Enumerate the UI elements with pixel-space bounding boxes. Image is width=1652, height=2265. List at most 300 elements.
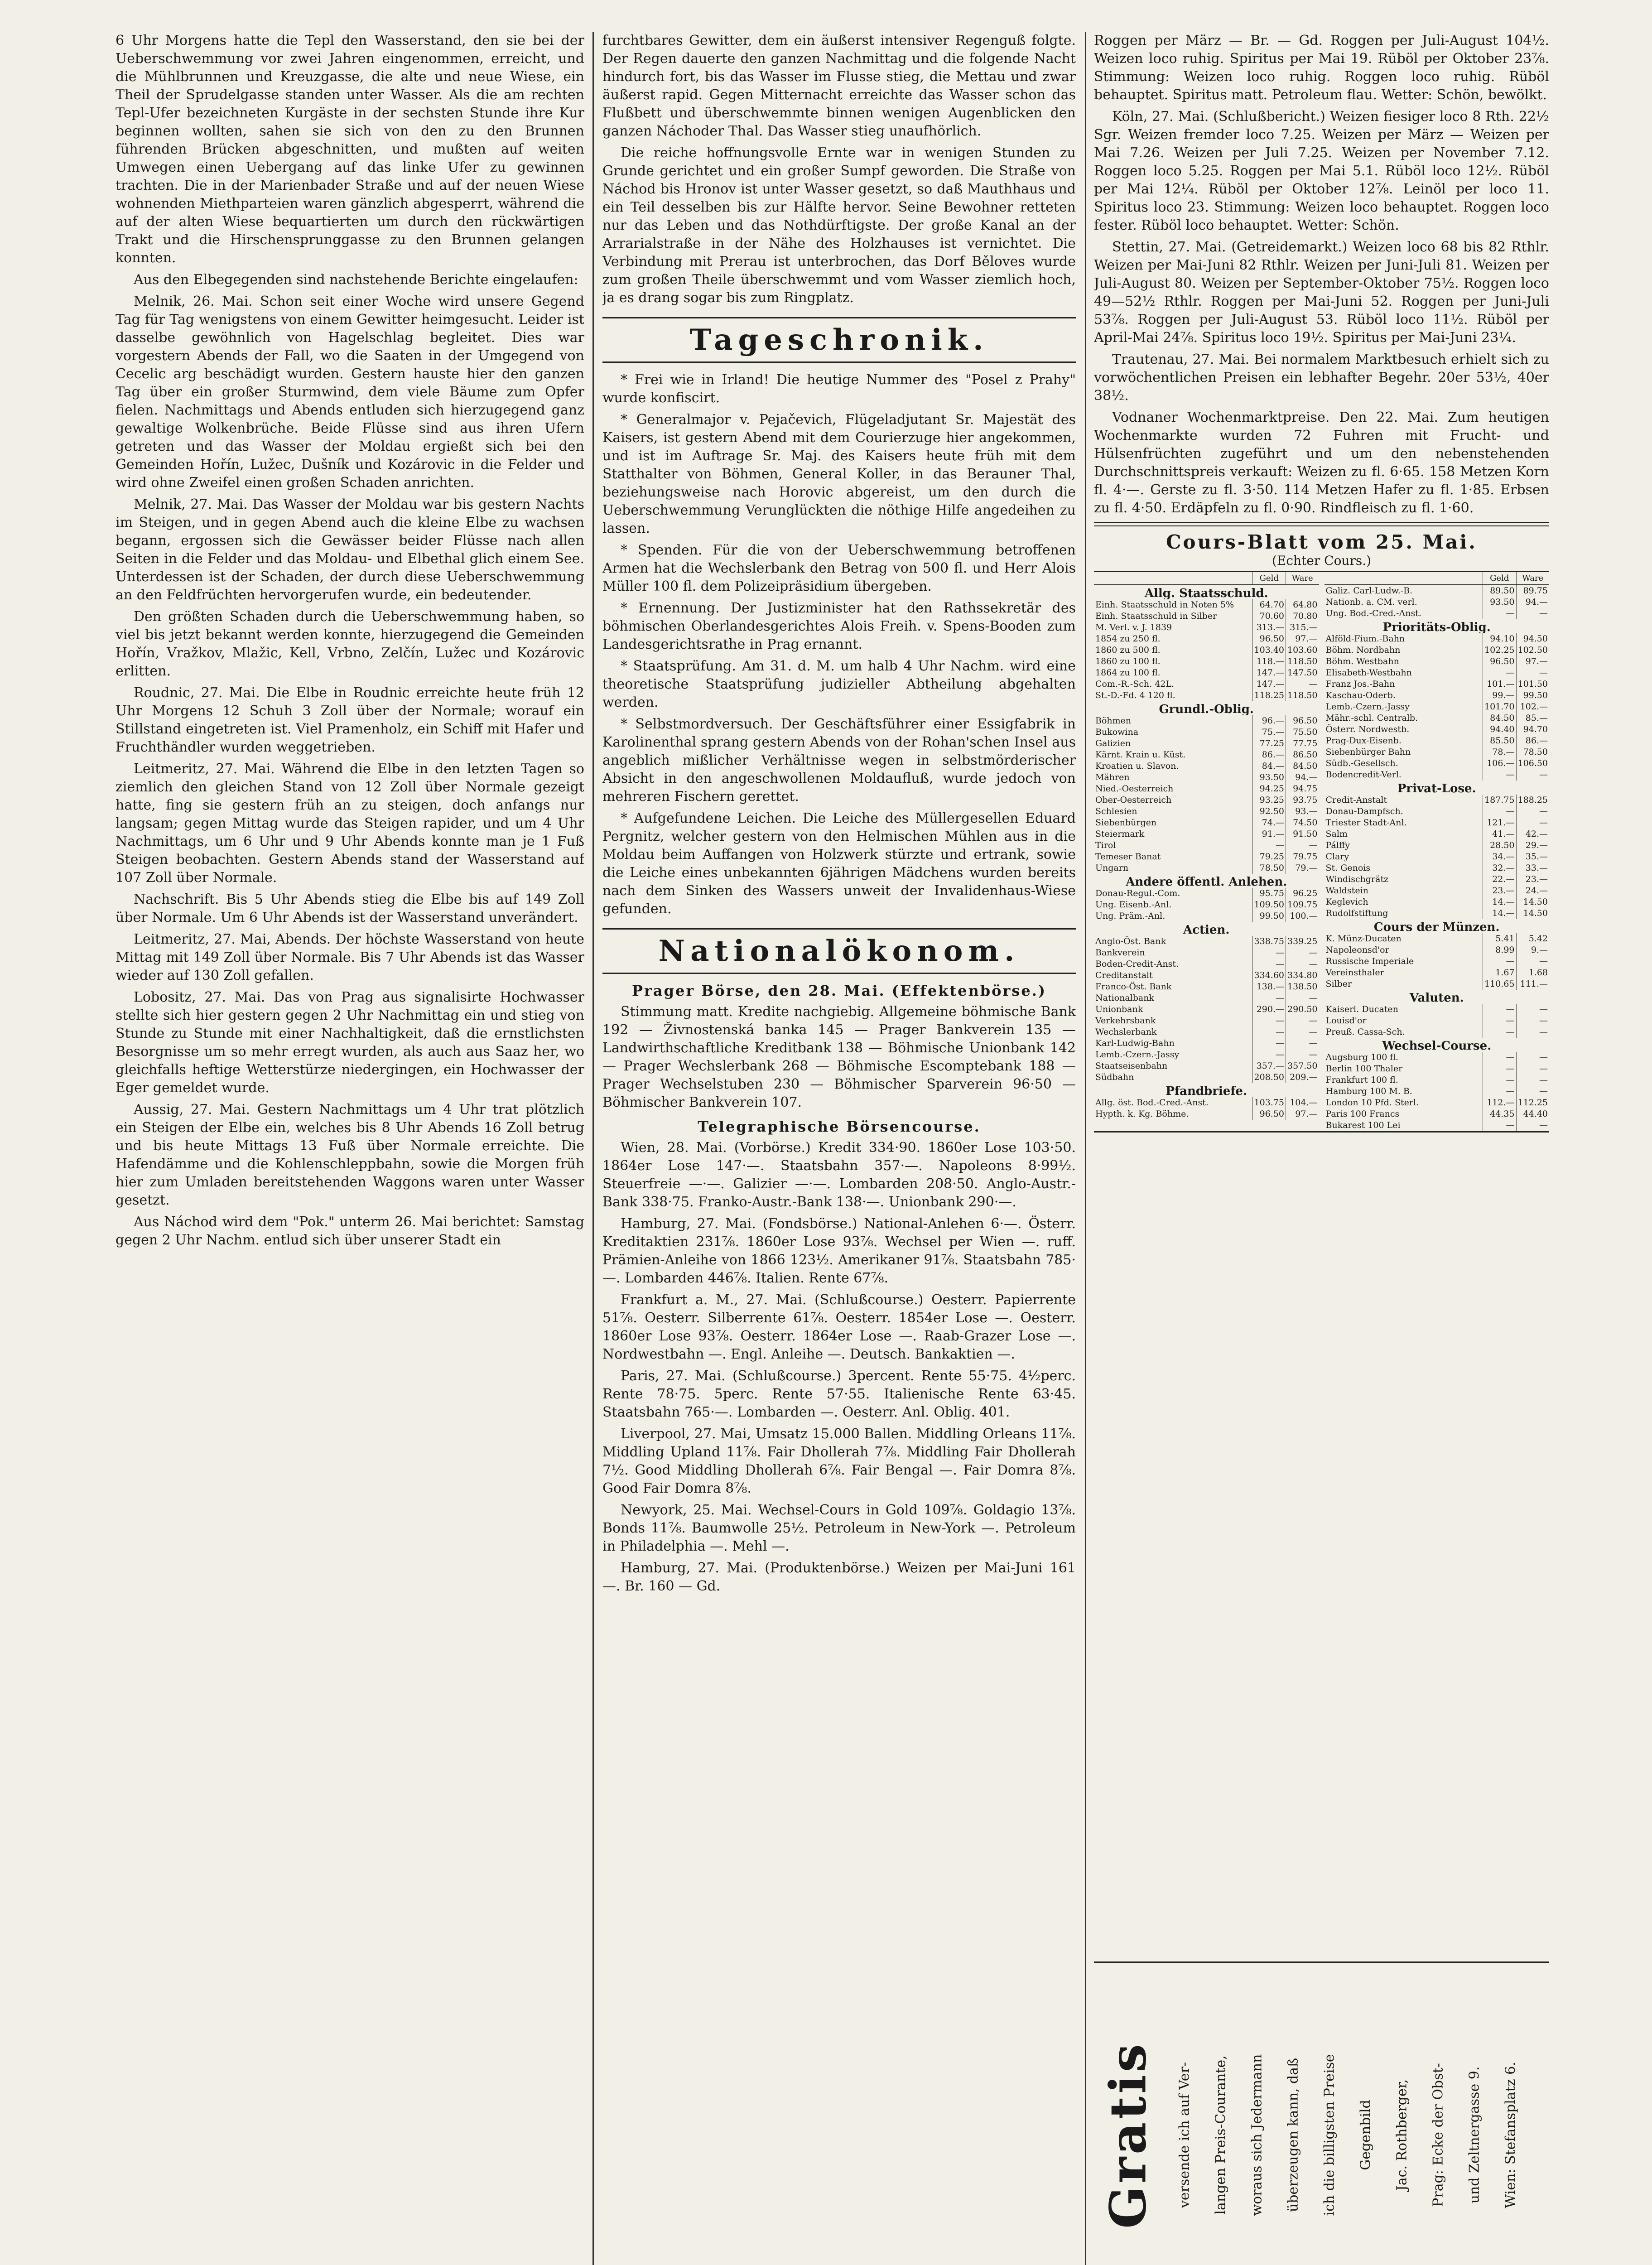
ware-value: — — [1286, 1038, 1319, 1049]
table-row — [1324, 945, 1550, 956]
table-row — [1094, 690, 1319, 701]
column-1 — [116, 32, 584, 2265]
ware-value: — — [1286, 1049, 1319, 1060]
market-paragraph: Hamburg, 27. Mai. (Fondsbörse.) National-Anlehen 6·—. Österr. Kreditaktien 231⅞. 1860er Lose 93⅞. Wechsel per Wien —. ruff. Prämien-Anleihe von 1866 123½. Amerikaner 91⅞. Staatsbahn 785·—. Lombarden 446⅞. Italien. Rente 67⅞. — [602, 1216, 1076, 1286]
table-row — [1324, 679, 1550, 690]
table-row — [1324, 735, 1550, 747]
security-name: Böhm. Nordbahn — [1325, 645, 1401, 655]
table-row — [1094, 817, 1319, 829]
table-row — [1324, 896, 1550, 908]
table-row — [1324, 908, 1550, 919]
ware-value: 35.— — [1516, 851, 1549, 863]
security-name: Einh. Staatsschuld in Noten 5% — [1095, 600, 1234, 610]
market-paragraph: Hamburg, 27. Mai. (Produktenbörse.) Weizen per Mai-Juni 161 —. Br. 160 — Gd. — [602, 1560, 1076, 1594]
article-paragraph: Melnik, 27. Mai. Das Wasser der Moldau war bis gestern Nachts im Steigen, und in gegen Abend auch die kleine Elbe zu wachsen begann, ergossen sich die Gewässer beider Flüsse nach allen Seiten in die Felder und das Moldau- und Elbethal glich einem See. Unterdessen ist der Schaden, der durch diese Ueberschwemmung an den Feldfrüchten hervorgerufen wurde, ein bedeutender. — [116, 496, 584, 603]
geld-value: 208.50 — [1252, 1072, 1286, 1083]
ware-value: — — [1516, 1063, 1549, 1075]
geld-value: — — [1483, 1004, 1516, 1015]
security-name: Vereinsthaler — [1325, 968, 1384, 978]
security-name: Österr. Nordwestb. — [1325, 724, 1410, 734]
article-paragraph: Melnik, 26. Mai. Schon seit einer Woche wird unsere Gegend Tag für Tag wenigstens von einem Gewitter heimgesucht. Leider ist dasselbe gewöhnlich von Hagelschlag begleitet. Dies war vorgestern Abends der Fall, wo die Saaten in der Umgegend von Cecelic arg beschädigt wurden. Gestern hauste hier den ganzen Tag über ein großer Sturmwind, dem viele Bäume zum Opfer fielen. Nachmittags und Abends entluden sich hierzugegend ganz gewaltige Wolkenbrüche. Beide Flüsse sind aus ihren Ufern getreten und das Wasser der Moldau ergießt sich bei den Gemeinden Hořín, Lužec, Dušník und Kozárovic in die Felder und wird ohne Zweifel einen großen Schaden anrichten. — [116, 294, 584, 491]
gratis-ad-line — [1497, 1972, 1524, 2265]
ware-value: 101.50 — [1516, 679, 1549, 690]
security-name: Augsburg 100 fl. — [1325, 1052, 1399, 1062]
geld-value: 89.50 — [1483, 585, 1516, 597]
cours-table-right — [1324, 572, 1550, 1131]
col-header-name — [1094, 572, 1252, 585]
geld-value: — — [1252, 959, 1286, 970]
group-label: Valuten. — [1409, 991, 1464, 1004]
geld-value: 103.40 — [1252, 645, 1286, 656]
geld-value: 34.— — [1483, 851, 1516, 863]
ware-value: 97.— — [1516, 656, 1549, 667]
ware-value: 111.— — [1516, 978, 1549, 990]
gratis-ad-line-text: Gegenbild — [1358, 2100, 1374, 2170]
ware-value: — — [1286, 679, 1319, 690]
ware-value: 103.60 — [1286, 645, 1319, 656]
table-row — [1094, 645, 1319, 656]
ware-value: — — [1516, 956, 1549, 967]
table-row — [1094, 622, 1319, 633]
security-name: Alföld-Fium.-Bahn — [1325, 634, 1405, 644]
geld-value: 110.65 — [1483, 978, 1516, 990]
security-name: Ung. Präm.-Anl. — [1095, 911, 1166, 921]
table-row — [1094, 1060, 1319, 1072]
market-paragraph: Trautenau, 27. Mai. Bei normalem Marktbesuch erhielt sich zu vorwöchentlichen Preisen ein lebhafter Begehr. 20er 53½, 40er 38½. — [1094, 352, 1549, 404]
subheading-telegraph: Telegraphische Börsencourse. — [698, 1118, 981, 1135]
security-name: Nied.-Oesterreich — [1095, 784, 1174, 794]
geld-value: 44.35 — [1483, 1108, 1516, 1120]
table-group-heading — [1094, 922, 1319, 936]
cours-blatt-title: Cours-Blatt vom 25. Mai. — [1166, 531, 1477, 553]
ware-value: 109.75 — [1286, 899, 1319, 911]
col-header-ware: Ware — [1286, 572, 1319, 585]
security-name: 1860 zu 100 fl. — [1095, 656, 1161, 666]
table-row — [1094, 981, 1319, 993]
cours-table-left — [1094, 572, 1319, 1131]
gratis-word — [1094, 1981, 1162, 2265]
gratis-ad-line — [1352, 1972, 1379, 2265]
article-paragraph: Lobositz, 27. Mai. Das von Prag aus signalisirte Hochwasser stellte sich hier gestern gegen 2 Uhr Nachmittag ein und stieg von Stunde zu Stunde mit einer Nachhaltigkeit, daß die ernstlichsten Besorgnisse um so mehr erregt wurden, als auch aus Saaz her, wo gleichfalls heftige Wetterstürze niedergingen, ein Hochwasser der Eger gemeldet wurde. — [116, 989, 584, 1096]
table-row — [1094, 911, 1319, 922]
security-name: Kärnt. Krain u. Küst. — [1095, 750, 1186, 760]
table-row — [1324, 701, 1550, 713]
security-name: Wechslerbank — [1095, 1027, 1157, 1037]
ware-value: 93.— — [1286, 806, 1319, 817]
security-name: Clary — [1325, 852, 1349, 862]
security-name: Credit-Anstalt — [1325, 795, 1387, 805]
article-paragraph: Roudnic, 27. Mai. Die Elbe in Roudnic erreichte heute früh 12 Uhr Morgens 12 Schuh 3 Zoll über der Normale; worauf ein Stillstand eingetreten ist. Viel Pramenholz, ein Schiff mit Hafer und Fruchthändler wurden weggetrieben. — [116, 685, 584, 755]
security-name: 1864 zu 100 fl. — [1095, 668, 1161, 678]
security-name: Preuß. Cassa-Sch. — [1325, 1027, 1405, 1037]
ware-value: 97.— — [1286, 1108, 1319, 1120]
ware-value: 93.75 — [1286, 795, 1319, 806]
geld-value: 5.41 — [1483, 933, 1516, 945]
article-paragraph: Leitmeritz, 27. Mai. Während die Elbe in den letzten Tagen so ziemlich den gleichen Stand von 12 Zoll über Normale gezeigt hatte, fing sie gestern früh an zu steigen, doch anfangs nur langsam; gegen Mittag wurde das Steigen rapider, und um 4 Uhr Nachmittags, um 6 Uhr und 9 Uhr Abends konnte man je 1 Fuß Steigen beobachten. Gestern Abends stand der Wasserstand auf 107 Zoll über Normale. — [116, 761, 584, 886]
table-row — [1324, 829, 1550, 840]
geld-value: 94.25 — [1252, 783, 1286, 795]
ware-value: 44.40 — [1516, 1108, 1549, 1120]
geld-value: 93.25 — [1252, 795, 1286, 806]
table-row — [1094, 761, 1319, 772]
security-name: Donau-Dampfsch. — [1325, 806, 1403, 816]
table-row — [1094, 599, 1319, 611]
geld-value: 84.50 — [1483, 713, 1516, 724]
gratis-ad-line-text: Prag: Ecke der Obst- — [1430, 2063, 1446, 2207]
ware-value: — — [1516, 817, 1549, 829]
security-name: Allg. öst. Bod.-Cred.-Anst. — [1095, 1098, 1209, 1108]
table-row — [1094, 888, 1319, 899]
section-title-nationaloekonom: Nationalökonom. — [602, 928, 1076, 974]
gratis-ad-line-text: und Zeltnergasse 9. — [1466, 2066, 1483, 2204]
ware-value: — — [1516, 667, 1549, 679]
table-group-heading — [1094, 701, 1319, 715]
ware-value: 96.50 — [1286, 715, 1319, 727]
table-row — [1324, 747, 1550, 758]
ware-value: — — [1516, 1004, 1549, 1015]
table-row — [1324, 1097, 1550, 1108]
ware-value: — — [1286, 947, 1319, 959]
table-row — [1324, 885, 1550, 896]
gratis-ad-line-text: langen Preis-Courante, — [1213, 2055, 1229, 2215]
table-row — [1324, 656, 1550, 667]
security-name: Lemb.-Czern.-Jassy — [1095, 1050, 1180, 1060]
security-name: Berlin 100 Thaler — [1325, 1064, 1403, 1074]
table-row — [1094, 738, 1319, 749]
market-paragraph: Köln, 27. Mai. (Schlußbericht.) Weizen fiesiger loco 8 Rth. 22½ Sgr. Weizen fremder loco 7.25. Weizen per März — Weizen per Mai 7.26. Weizen per Juli 7.25. Weizen per November 7.12. Roggen loco 5.25. Roggen per Mai 5.1. Rüböl loco 12½. Rüböl per Mai 12¼. Rüböl per Oktober 12⅞. Leinöl per loco 11. Spiritus loco 23. Stimmung: Weizen loco behauptet. Roggen loco fester. Rüböl loco behauptet. Wetter: Schön. — [1094, 109, 1549, 233]
geld-value: — — [1483, 1120, 1516, 1131]
geld-value: — — [1252, 840, 1286, 851]
ware-value: 29.— — [1516, 840, 1549, 851]
security-name: Elisabeth-Westbahn — [1325, 668, 1412, 678]
ware-value: 91.50 — [1286, 829, 1319, 840]
gratis-ad-line — [1207, 1972, 1234, 2265]
table-row — [1324, 840, 1550, 851]
geld-value: 118.25 — [1252, 690, 1286, 701]
table-row — [1094, 783, 1319, 795]
geld-value: — — [1483, 1015, 1516, 1026]
table-row — [1094, 1015, 1319, 1026]
geld-value: 78.— — [1483, 747, 1516, 758]
gratis-ad-line-text: ich die billigsten Preise — [1321, 2054, 1338, 2216]
ware-value: 94.— — [1516, 597, 1549, 608]
security-name: Napoleonsd'or — [1325, 945, 1389, 955]
security-name: Galiz. Carl-Ludw.-B. — [1325, 586, 1413, 596]
table-row — [1324, 758, 1550, 769]
security-name: Lemb.-Czern.-Jassy — [1325, 702, 1410, 712]
security-name: Anglo-Öst. Bank — [1095, 936, 1166, 946]
ware-value: 14.50 — [1516, 896, 1549, 908]
ware-value: 96.25 — [1286, 888, 1319, 899]
geld-value: 93.50 — [1483, 597, 1516, 608]
security-name: Mähr.-schl. Centralb. — [1325, 713, 1418, 723]
market-paragraph: Frankfurt a. M., 27. Mai. (Schlußcourse.) Oesterr. Papierrente 51⅞. Oesterr. Silberrente 61⅞. Oesterr. 1854er Lose —. Oesterr. 1860er Lose 93⅞. Oesterr. 1864er Lose —. Raab-Grazer Lose —. Nordwestbahn —. Engl. Anleihe —. Deutsch. Bankaktien —. — [602, 1292, 1076, 1362]
geld-value: 77.25 — [1252, 738, 1286, 749]
geld-value: 22.— — [1483, 874, 1516, 885]
security-name: Kaiserl. Ducaten — [1325, 1004, 1398, 1014]
ware-value: — — [1516, 1052, 1549, 1063]
geld-value: 138.— — [1252, 981, 1286, 993]
subheading-prager-boerse: Prager Börse, den 28. Mai. (Effektenbörse.) — [631, 982, 1047, 999]
news-item: * Selbstmordversuch. Der Geschäftsführer einer Essigfabrik in Karolinenthal sprang gestern Abends von der Rohan'schen Insel aus angeblich mißlicher Verhältnisse wegen in selbstmörderischer Absicht in den angeschwollenen Moldaufluß, wurde jedoch von mehreren Fischern gerettet. — [602, 716, 1076, 805]
security-name: Kroatien u. Slavon. — [1095, 761, 1179, 771]
geld-value: — — [1483, 1026, 1516, 1038]
geld-value: 118.— — [1252, 656, 1286, 667]
geld-value: 14.— — [1483, 908, 1516, 919]
ware-value: 9.— — [1516, 945, 1549, 956]
table-row — [1094, 851, 1319, 863]
security-name: Kaschau-Oderb. — [1325, 690, 1396, 700]
table-row — [1094, 1004, 1319, 1015]
security-name: Schlesien — [1095, 806, 1137, 816]
security-name: St. Genois — [1325, 863, 1371, 873]
column-divider — [1085, 32, 1086, 2265]
article-paragraph: 6 Uhr Morgens hatte die Tepl den Wasserstand, den sie bei der Ueberschwemmung vor zwei Jahren eingenommen, erreicht, und die Mühlbrunnen und Kreuzgasse, die alte und neue Wiese, ein Theil der Sprudelgasse standen unter Wasser. Als die am rechten Tepl-Ufer bezeichneten Kurgäste in der sechsten Stunde ihre Kur beginnen wollten, sahen sie sich von den zu den Brunnen führenden Brücken abgeschnitten, und mußten auf weiten Umwegen einen Uebergang auf das linke Ufer zu gewinnen trachten. Die in der Marienbader Straße und auf der neuen Wiese wohnenden Miethparteien waren gänzlich abgesperrt, während die auf der alten Wiese bequartierten um durch den rückwärtigen Trakt und die Hirschensprunggasse zu den Brunnen gelangen konnten. — [116, 33, 584, 266]
geld-value: 28.50 — [1483, 840, 1516, 851]
table-row — [1324, 1015, 1550, 1026]
ware-value: 23.— — [1516, 874, 1549, 885]
geld-value: — — [1252, 1015, 1286, 1026]
geld-value: 96.50 — [1252, 1108, 1286, 1120]
ware-value: — — [1516, 1086, 1549, 1097]
table-row — [1094, 970, 1319, 981]
table-row — [1094, 1038, 1319, 1049]
geld-value: 91.— — [1252, 829, 1286, 840]
ware-value: 86.— — [1516, 735, 1549, 747]
security-name: Steiermark — [1095, 829, 1145, 839]
table-row — [1324, 645, 1550, 656]
table-row — [1324, 874, 1550, 885]
table-row — [1324, 769, 1550, 781]
security-name: Staatseisenbahn — [1095, 1061, 1168, 1071]
gratis-ad-line — [1243, 1972, 1271, 2265]
geld-value: 106.— — [1483, 758, 1516, 769]
geld-value: 112.— — [1483, 1097, 1516, 1108]
article-paragraph: Aus Náchod wird dem "Pok." unterm 26. Mai berichtet: Samstag gegen 2 Uhr Nachm. entlud sich über unserer Stadt ein — [116, 1214, 584, 1248]
newspaper-page — [116, 32, 1549, 2265]
gratis-ad-line-text: Jac. Rothberger, — [1394, 2079, 1410, 2191]
geld-value: 79.25 — [1252, 851, 1286, 863]
geld-value: 64.70 — [1252, 599, 1286, 611]
security-name: 1860 zu 500 fl. — [1095, 645, 1161, 655]
table-row — [1324, 933, 1550, 945]
geld-value: 101.70 — [1483, 701, 1516, 713]
group-label: Wechsel-Course. — [1382, 1039, 1492, 1052]
security-name: Galizien — [1095, 738, 1131, 748]
table-row — [1094, 899, 1319, 911]
gratis-ad-line — [1316, 1972, 1343, 2265]
security-name: Waldstein — [1325, 886, 1368, 896]
security-name: Siebenbürger Bahn — [1325, 747, 1411, 757]
table-row — [1094, 749, 1319, 761]
ware-value: — — [1286, 1015, 1319, 1026]
news-item: * Ernennung. Der Justizminister hat den Rathssekretär des böhmischen Oberlandesgerichtes Alois Freih. v. Spens-Booden zum Landesgerichtsrathe in Prag ernannt. — [602, 600, 1076, 652]
security-name: Pálffy — [1325, 840, 1350, 850]
security-name: Einh. Staatsschuld in Silber — [1095, 611, 1217, 621]
geld-value: — — [1483, 1086, 1516, 1097]
security-name: Franz Jos.-Bahn — [1325, 679, 1395, 689]
cours-blatt-subtitle: (Echter Cours.) — [1272, 553, 1372, 568]
table-row — [1094, 727, 1319, 738]
ware-value: 102.— — [1516, 701, 1549, 713]
article-paragraph: Aussig, 27. Mai. Gestern Nachmittags um 4 Uhr trat plötzlich ein Steigen der Elbe ein, welches bis 8 Uhr Abends 16 Zoll betrug und bis heute Mittags 13 Fuß über Normale erreichte. Die Hafendämme und die Kohlenschleppbahn, sowie die Morgen früh hier zum Umladen bereitstehenden Waggons waren unter Wasser gesetzt. — [116, 1102, 584, 1208]
ware-value: — — [1516, 769, 1549, 781]
geld-value: 85.50 — [1483, 735, 1516, 747]
geld-value: 23.— — [1483, 885, 1516, 896]
ware-value: — — [1516, 608, 1549, 619]
table-group-heading — [1324, 919, 1550, 933]
geld-value: 96.— — [1252, 715, 1286, 727]
geld-value: 109.50 — [1252, 899, 1286, 911]
ware-value: 70.80 — [1286, 611, 1319, 622]
ware-value: 64.80 — [1286, 599, 1319, 611]
ware-value: — — [1286, 959, 1319, 970]
ware-value: 85.— — [1516, 713, 1549, 724]
table-row — [1094, 772, 1319, 783]
group-label: Pfandbriefe. — [1166, 1084, 1247, 1097]
table-row — [1324, 585, 1550, 597]
geld-value: 86.— — [1252, 749, 1286, 761]
article-paragraph: furchtbares Gewitter, dem ein äußerst intensiver Regenguß folgte. Der Regen dauerte den ganzen Nachmittag und die folgende Nacht hindurch fort, bis das Wasser im Flusse stieg, die Mettau und zwar äußerst rapid. Gegen Mitternacht erreichte das Wasser schon das Flußbett und überschwemmte binnen wenigen Augenblicken den ganzen Náchoder Thal. Das Wasser stieg unaufhörlich. — [602, 33, 1076, 139]
table-row — [1324, 806, 1550, 817]
market-paragraph: Liverpool, 27. Mai, Umsatz 15.000 Ballen. Middling Orleans 11⅞. Middling Upland 11⅞. Fair Dhollerah 7⅞. Middling Fair Dhollerah 7½. Good Middling Dhollerah 6⅞. Fair Bengal —. Fair Domra 8⅞. Good Fair Domra 8⅞. — [602, 1426, 1076, 1496]
geld-value: — — [1252, 993, 1286, 1004]
table-row — [1094, 959, 1319, 970]
security-name: London 10 Pfd. Sterl. — [1325, 1098, 1419, 1108]
geld-value: 187.75 — [1483, 795, 1516, 806]
market-paragraph: Vodnaner Wochenmarktpreise. Den 22. Mai. Zum heutigen Wochenmarkte wurden 72 Fuhren mit Frucht- und Hülsenfrüchten zugeführt und um den nebenstehenden Durchschnittspreis verkauft: Weizen zu fl. 6·65. 158 Metzen Korn fl. 4·—. Gerste zu fl. 3·50. 114 Metzen Hafer zu fl. 1·85. Erbsen zu fl. 4·50. Erdäpfeln zu fl. 0·90. Rindfleisch zu fl. 1·60. — [1094, 410, 1549, 516]
security-name: Karl-Ludwig-Bahn — [1095, 1038, 1175, 1048]
table-row — [1094, 936, 1319, 947]
geld-value: 334.60 — [1252, 970, 1286, 981]
geld-value: — — [1483, 1063, 1516, 1075]
gratis-advertisement — [1094, 1961, 1549, 2265]
table-row — [1324, 1026, 1550, 1038]
ware-value: — — [1286, 1026, 1319, 1038]
group-label: Privat-Lose. — [1397, 782, 1476, 795]
geld-value: 357.— — [1252, 1060, 1286, 1072]
ware-value: 97.— — [1286, 633, 1319, 645]
ware-value: 94.75 — [1286, 783, 1319, 795]
gratis-ad-line — [1171, 1972, 1198, 2265]
security-name: Rudolfstiftung — [1325, 908, 1388, 918]
table-row — [1094, 863, 1319, 874]
group-label: Andere öffentl. Anlehen. — [1126, 875, 1287, 888]
table-group-heading — [1324, 990, 1550, 1004]
table-row — [1324, 967, 1550, 978]
market-paragraph: Roggen per März — Br. — Gd. Roggen per Juli-August 104½. Weizen loco ruhig. Spiritus per Mai 19. Rüböl per Oktober 23⅞. Stimmung: Weizen loco ruhig. Roggen loco ruhig. Rüböl behauptet. Spiritus matt. Petroleum flau. Wetter: Schön, bewölkt. — [1094, 33, 1549, 103]
gratis-ad-line — [1425, 1972, 1452, 2265]
geld-value: 96.50 — [1252, 633, 1286, 645]
news-item: * Staatsprüfung. Am 31. d. M. um halb 4 Uhr Nachm. wird eine theoretische Staatsprüfung judizieller Abtheilung abgehalten werden. — [602, 658, 1076, 710]
market-paragraph: Stettin, 27. Mai. (Getreidemarkt.) Weizen loco 68 bis 82 Rthlr. Weizen per Mai-Juni 82 Rthlr. Weizen per Juni-Juli 81. Weizen per Juli-August 80. Weizen per September-Oktober 75½. Roggen loco 49—52½ Rthlr. Roggen per Mai-Juni 52. Roggen per Juni-Juli 53⅞. Roggen per Juli-August 53. Rüböl loco 11½. Rüböl per April-Mai 24⅞. Spiritus loco 19½. Spiritus per Mai-Juni 23¼. — [1094, 239, 1549, 346]
security-name: Louisd'or — [1325, 1016, 1367, 1026]
security-name: M. Verl. v. J. 1839 — [1095, 622, 1172, 632]
double-rule — [1094, 522, 1549, 526]
ware-value: 339.25 — [1286, 936, 1319, 947]
group-label: Prioritäts-Oblig. — [1382, 621, 1491, 633]
geld-value: 103.75 — [1252, 1097, 1286, 1108]
market-paragraph: Stimmung matt. Kredite nachgiebig. Allgemeine böhmische Bank 192 — Živnostenská banka 145 — Prager Bankverein 135 — Landwirthschaftliche Kreditbank 138 — Böhmische Unionbank 142 — Prager Wechslerbank 268 — Böhmische Escomptebank 188 — Prager Wechselstuben 230 — Böhmischer Sparverein 96·50 — Böhmischer Bankverein 107. — [602, 1004, 1076, 1110]
ware-value: 79.75 — [1286, 851, 1319, 863]
article-paragraph: Nachschrift. Bis 5 Uhr Abends stieg die Elbe bis auf 149 Zoll über Normale. Um 6 Uhr Abends ist der Wasserstand unverändert. — [116, 892, 584, 925]
table-row — [1324, 667, 1550, 679]
ware-value: 99.50 — [1516, 690, 1549, 701]
table-row — [1324, 956, 1550, 967]
table-row — [1094, 1072, 1319, 1083]
table-row — [1094, 715, 1319, 727]
article-paragraph: Leitmeritz, 27. Mai, Abends. Der höchste Wasserstand von heute Mittag mit 149 Zoll über Normale. Bis 7 Uhr Abends ist das Wasser wieder auf 130 Zoll gefallen. — [116, 931, 584, 983]
gratis-ad-line — [1461, 1972, 1488, 2265]
article-paragraph: Aus den Elbegegenden sind nachstehende Berichte eingelaufen: — [134, 272, 578, 288]
security-name: Böhm. Westbahn — [1325, 656, 1399, 666]
security-name: Salm — [1325, 829, 1348, 839]
news-item: * Generalmajor v. Pejačevich, Flügeladjutant Sr. Majestät des Kaisers, ist gestern Abend mit dem Courierzuge hier angekommen, und ist im Auftrage Sr. Maj. des Kaisers heute früh mit dem Statthalter von Böhmen, General Koller, in das Berauner Thal, beziehungsweise nach Horovic abgereist, um den durch die Ueberschwemmung Verunglückten die nöthige Hilfe angedeihen zu lassen. — [602, 412, 1076, 536]
table-row — [1324, 633, 1550, 645]
geld-value: — — [1252, 1049, 1286, 1060]
table-row — [1094, 667, 1319, 679]
geld-value: 14.— — [1483, 896, 1516, 908]
ware-value: 100.— — [1286, 911, 1319, 922]
article-paragraph: Den größten Schaden durch die Ueberschwemmung haben, so viel bis jetzt bekannt werden konnte, hierzugegend die Gemeinden Hořín, Vražkov, Mlažic, Kell, Vrbno, Zelčín, Lužec und Kozárovic erlitten. — [116, 609, 584, 679]
security-name: Keglevich — [1325, 897, 1368, 907]
security-name: Ung. Eisenb.-Anl. — [1095, 900, 1172, 910]
ware-value: 112.25 — [1516, 1097, 1549, 1108]
col-header-ware: Ware — [1516, 572, 1549, 585]
group-label: Grundl.-Oblig. — [1159, 703, 1254, 715]
ware-value: — — [1516, 1120, 1549, 1131]
table-row — [1094, 633, 1319, 645]
table-row — [1094, 611, 1319, 622]
ware-value: 79.— — [1286, 863, 1319, 874]
security-name: Mähren — [1095, 772, 1130, 782]
security-name: Ungarn — [1095, 863, 1129, 873]
security-name: Creditanstalt — [1095, 970, 1153, 980]
table-row — [1324, 1108, 1550, 1120]
col-header-geld: Geld — [1483, 572, 1516, 585]
ware-value: — — [1516, 1075, 1549, 1086]
security-name: Südbahn — [1095, 1072, 1134, 1082]
table-row — [1324, 795, 1550, 806]
table-row — [1324, 1120, 1550, 1131]
table-row — [1324, 1075, 1550, 1086]
security-name: Unionbank — [1095, 1004, 1143, 1014]
gratis-ad-line-text: versende ich auf Ver- — [1176, 2062, 1193, 2208]
ware-value: 102.50 — [1516, 645, 1549, 656]
security-name: Temeser Banat — [1095, 852, 1161, 862]
gratis-ad-line-text: Wien: Stefansplatz 6. — [1503, 2062, 1519, 2208]
table-row — [1324, 1004, 1550, 1015]
table-row — [1094, 840, 1319, 851]
table-row — [1094, 1108, 1319, 1120]
geld-value: — — [1483, 769, 1516, 781]
security-name: Triester Stadt-Anl. — [1325, 818, 1407, 828]
security-name: Ober-Oesterreich — [1095, 795, 1172, 805]
security-name: Verkehrsbank — [1095, 1016, 1156, 1026]
security-name: Ung. Bod.-Cred.-Anst. — [1325, 608, 1421, 618]
geld-value: 147.— — [1252, 679, 1286, 690]
geld-value: 290.— — [1252, 1004, 1286, 1015]
column-3 — [1094, 32, 1549, 2265]
geld-value: 338.75 — [1252, 936, 1286, 947]
ware-value: 118.50 — [1286, 690, 1319, 701]
security-name: 1854 zu 250 fl. — [1095, 634, 1161, 644]
geld-value: 94.10 — [1483, 633, 1516, 645]
table-group-heading — [1094, 1083, 1319, 1097]
table-row — [1094, 1026, 1319, 1038]
geld-value: 70.60 — [1252, 611, 1286, 622]
security-name: Tirol — [1095, 840, 1116, 850]
